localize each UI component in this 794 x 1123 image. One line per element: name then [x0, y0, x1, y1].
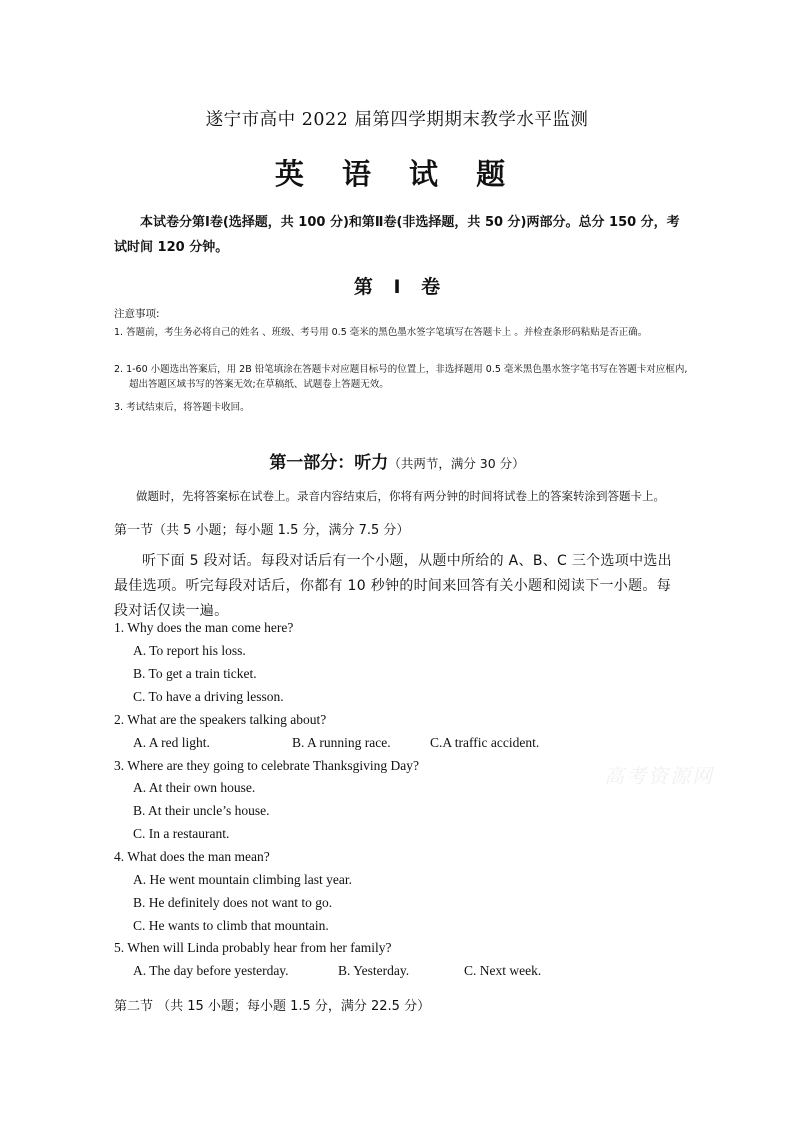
q4-option-b: B. He definitely does not want to go.	[133, 895, 333, 910]
part1-subtitle: （共两节，满分 30 分）	[388, 456, 525, 471]
question-3: 3. Where are they going to celebrate Thanksgiving Day?	[114, 758, 420, 773]
q5-option-b: B. Yesterday.	[338, 963, 410, 978]
volume-heading: 第 Ⅰ 卷	[353, 276, 441, 298]
watermark: 高考资源网	[604, 764, 714, 788]
section1-directions: 听下面 5 段对话。每段对话后有一个小题，从题中所给的 A、B、C 三个选项中选出最佳选项。听完每段对话后，你都有 10 秒钟的时间来回答有关小题和阅读下一小题。每段对话仅读一遍。	[114, 553, 672, 619]
notes-title: 注意事项:	[114, 308, 160, 320]
q1-option-c: C. To have a driving lesson.	[133, 689, 284, 704]
q3-option-b: B. At their uncle’s house.	[133, 803, 270, 818]
exam-title: 英 语 试 题	[274, 157, 520, 191]
q4-option-a: A. He went mountain climbing last year.	[133, 872, 352, 887]
section1-heading: 第一节（共 5 小题；每小题 1.5 分，满分 7.5 分）	[114, 523, 410, 538]
school-exam-line: 遂宁市高中 2022 届第四学期期末教学水平监测	[205, 110, 589, 130]
q3-option-c: C. In a restaurant.	[133, 826, 230, 841]
q2-option-c: C.A traffic accident.	[430, 735, 540, 750]
question-2: 2. What are the speakers talking about?	[114, 712, 327, 727]
note-item-1: 1. 答题前，考生务必将自己的姓名 、班级、考号用 0.5 毫米的黑色墨水签字笔填写在答题卡上 。并检查条形码粘贴是否正确。	[114, 327, 648, 338]
question-1: 1. Why does the man come here?	[114, 620, 294, 635]
section2-heading: 第二节 （共 15 小题；每小题 1.5 分，满分 22.5 分）	[114, 999, 431, 1014]
note-item-2: 2. 1-60 小题选出答案后，用 2B 铅笔填涂在答题卡对应题目标号的位置上，非选择题用 0.5 毫米黑色墨水签字笔书写在答题卡对应框内,超出答题区域书写的答案无效;在草稿纸、试题卷上答题无效。	[114, 364, 688, 390]
note-item-3: 3. 考试结束后，将答题卡收回。	[114, 402, 250, 413]
q3-option-a: A. At their own house.	[133, 780, 256, 795]
exam-intro: 本试卷分第Ⅰ卷(选择题，共 100 分)和第Ⅱ卷(非选择题，共 50 分)两部分。总分 150 分，考试时间 120 分钟。	[114, 215, 680, 255]
q2-option-a: A. A red light.	[133, 735, 210, 750]
part1-heading	[0, 448, 794, 473]
question-5: 5. When will Linda probably hear from her family?	[114, 940, 392, 955]
q2-option-b: B. A running race.	[292, 735, 391, 750]
q1-option-a: A. To report his loss.	[133, 643, 246, 658]
q5-option-c: C. Next week.	[464, 963, 542, 978]
part1-title: 第一部分：听力	[269, 453, 389, 473]
q1-option-b: B. To get a train ticket.	[133, 666, 257, 681]
question-4: 4. What does the man mean?	[114, 849, 270, 864]
q5-option-a: A. The day before yesterday.	[133, 963, 289, 978]
part1-directions: 做题时，先将答案标在试卷上。录音内容结束后，你将有两分钟的时间将试卷上的答案转涂到答题卡上。	[136, 489, 665, 503]
q4-option-c: C. He wants to climb that mountain.	[133, 918, 329, 933]
